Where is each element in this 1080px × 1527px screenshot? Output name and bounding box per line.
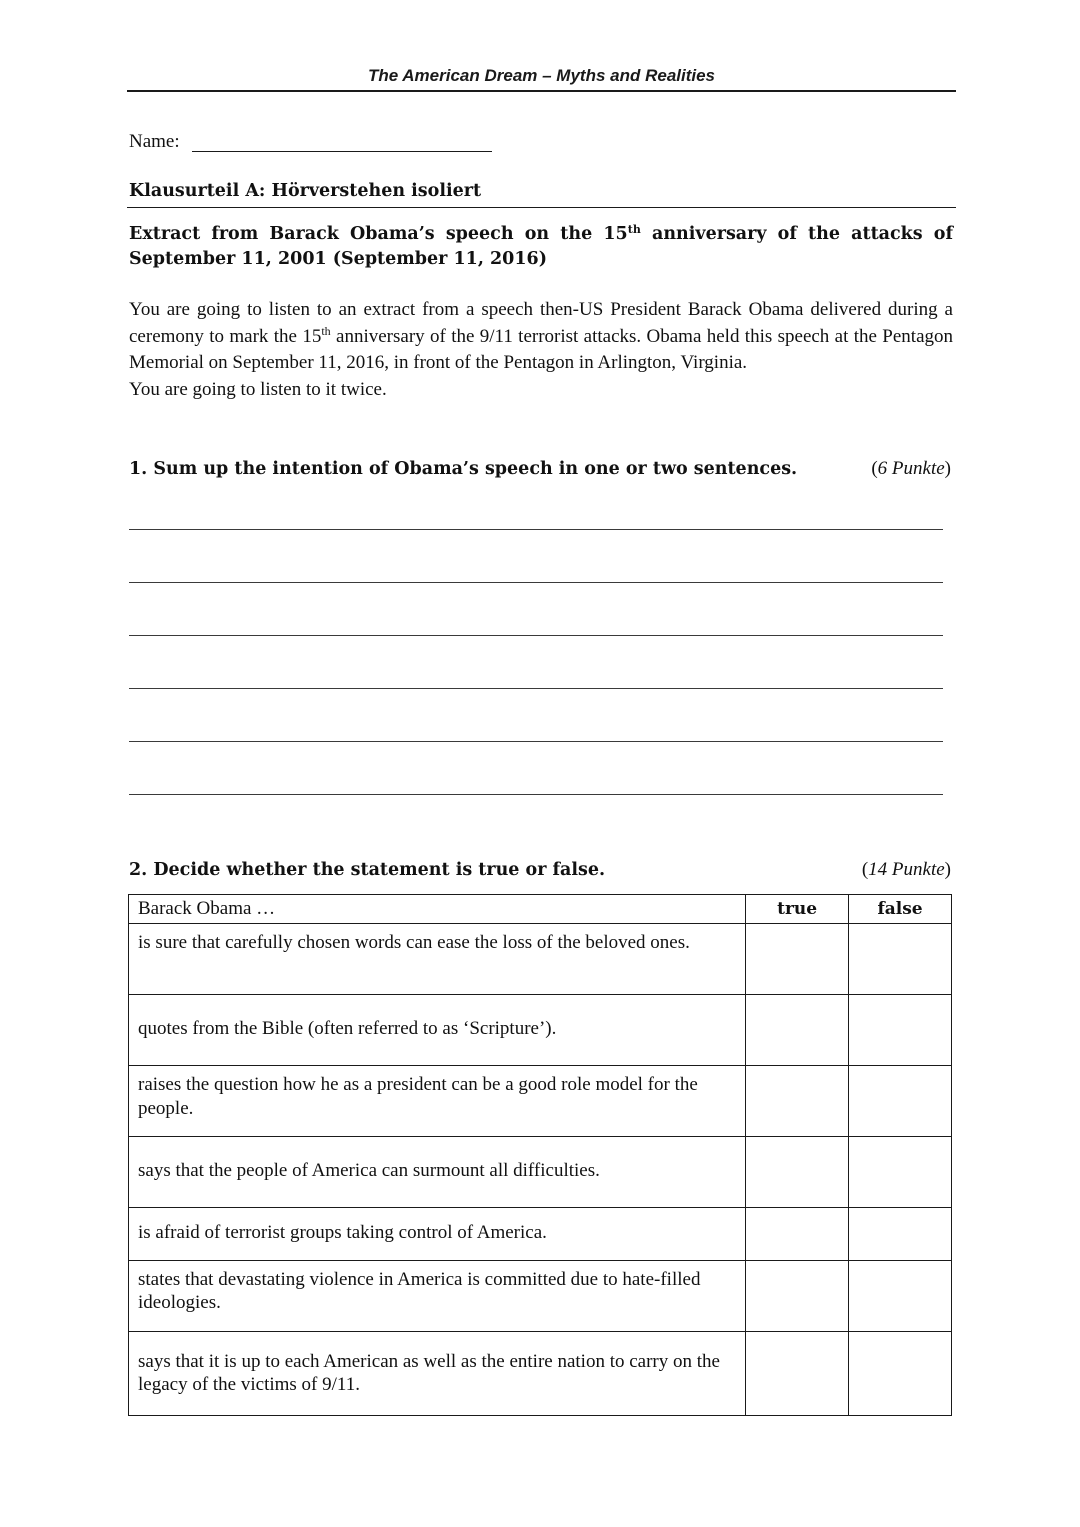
- name-input-line[interactable]: [192, 151, 492, 152]
- true-checkbox-cell[interactable]: [746, 924, 849, 995]
- true-checkbox-cell[interactable]: [746, 1066, 849, 1137]
- statement-cell: states that devastating violence in America is committed due to hate-filled ideologies.: [129, 1260, 746, 1331]
- false-checkbox-cell[interactable]: [849, 1137, 952, 1208]
- table-lead-cell: Barack Obama …: [129, 895, 746, 924]
- false-checkbox-cell[interactable]: [849, 995, 952, 1066]
- answer-line[interactable]: [129, 635, 943, 636]
- table-row: [129, 1331, 952, 1415]
- table-row: [129, 1066, 952, 1137]
- answer-line[interactable]: [129, 794, 943, 795]
- answer-line[interactable]: [129, 741, 943, 742]
- false-checkbox-cell[interactable]: [849, 1066, 952, 1137]
- page-header-title: The American Dream – Myths and Realities: [367, 66, 716, 85]
- true-checkbox-cell[interactable]: [746, 1137, 849, 1208]
- name-label: Name:: [129, 131, 180, 152]
- task1-points: (6 Punkte): [871, 458, 951, 479]
- answer-line[interactable]: [129, 582, 943, 583]
- statement-cell: is sure that carefully chosen words can ease the loss of the beloved ones.: [129, 924, 746, 995]
- section-divider: [127, 207, 956, 208]
- task2-question: 2. Decide whether the statement is true or false.: [129, 860, 606, 880]
- table-header-row: [129, 895, 952, 924]
- task2-points: (14 Punkte): [861, 859, 951, 880]
- false-checkbox-cell[interactable]: [849, 924, 952, 995]
- true-checkbox-cell[interactable]: [746, 995, 849, 1066]
- answer-line[interactable]: [129, 688, 943, 689]
- statement-cell: says that it is up to each American as well as the entire nation to carry on the legacy of the victims of 9/11.: [129, 1331, 746, 1415]
- task1-question: 1. Sum up the intention of Obama’s speech in one or two sentences.: [129, 459, 798, 479]
- intro-paragraph: You are going to listen to an extract from a speech then-US President Barack Obama delivered during a ceremony to mark the 15th anniversary of the 9/11 terrorist attacks. Obama held this speech at the Pentagon Memorial on September 11, 2016, in front of the Pentagon in Arlington, Virginia.: [129, 299, 953, 374]
- false-checkbox-cell[interactable]: [849, 1260, 952, 1331]
- statement-cell: quotes from the Bible (often referred to as ‘Scripture’).: [129, 995, 746, 1066]
- true-checkbox-cell[interactable]: [746, 1331, 849, 1415]
- true-checkbox-cell[interactable]: [746, 1260, 849, 1331]
- statement-cell: raises the question how he as a president can be a good role model for the people.: [129, 1066, 746, 1137]
- false-checkbox-cell[interactable]: [849, 1331, 952, 1415]
- statement-cell: says that the people of America can surmount all difficulties.: [129, 1137, 746, 1208]
- task2-heading: [129, 859, 951, 881]
- task1-heading: [129, 458, 951, 480]
- true-checkbox-cell[interactable]: [746, 1208, 849, 1261]
- table-row: [129, 1208, 952, 1261]
- answer-line[interactable]: [129, 529, 943, 530]
- column-true-header: true: [746, 895, 849, 924]
- section-title: Klausurteil A: Hörverstehen isoliert: [129, 181, 482, 201]
- table-row: [129, 995, 952, 1066]
- true-false-table: [128, 894, 952, 1416]
- column-false-header: false: [849, 895, 952, 924]
- false-checkbox-cell[interactable]: [849, 1208, 952, 1261]
- table-row: [129, 1137, 952, 1208]
- intro-text: [129, 297, 953, 403]
- header-divider: [127, 90, 956, 92]
- table-row: [129, 924, 952, 995]
- statement-cell: is afraid of terrorist groups taking control of America.: [129, 1208, 746, 1261]
- intro-instruction: You are going to listen to it twice.: [129, 378, 387, 400]
- extract-title: Extract from Barack Obama’s speech on the 15th anniversary of the attacks of September 11, 2001 (September 11, 2016): [129, 223, 953, 269]
- table-row: [129, 1260, 952, 1331]
